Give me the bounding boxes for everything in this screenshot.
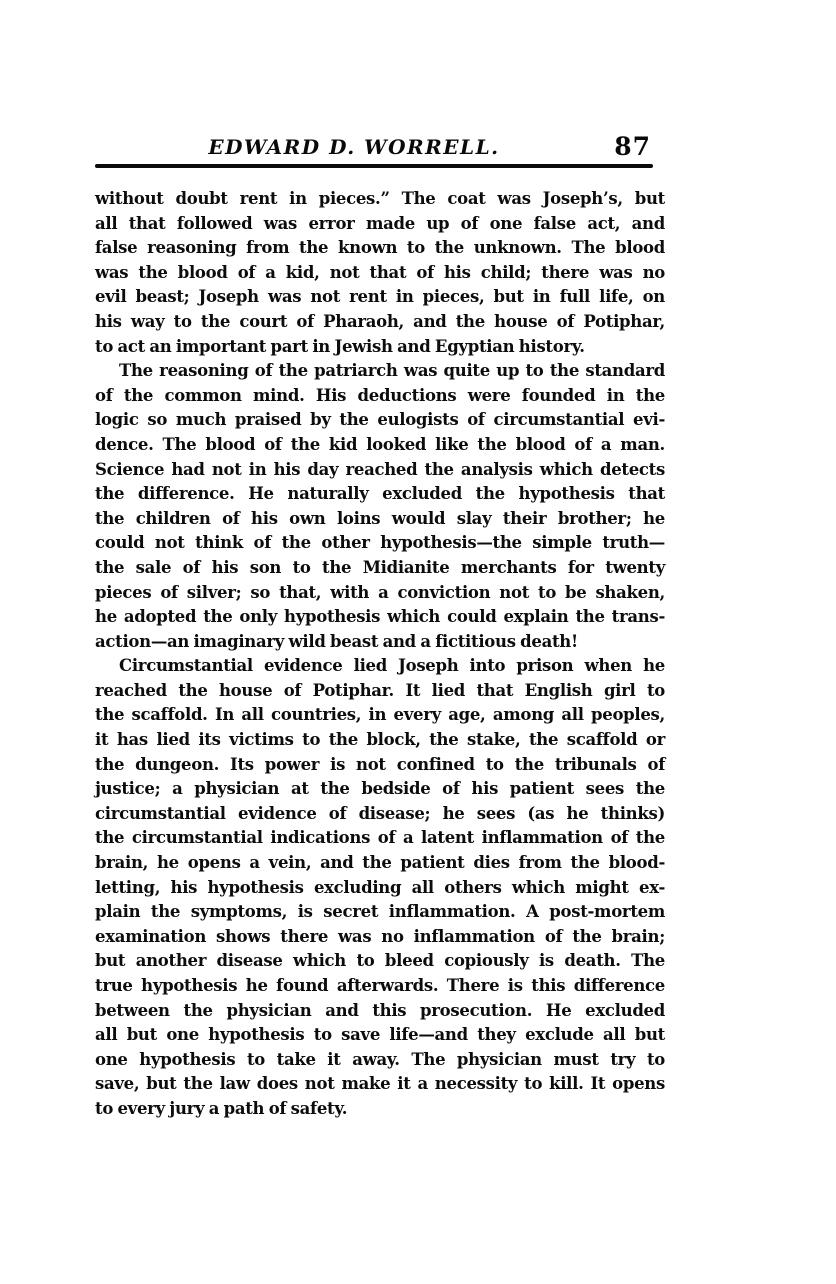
text-line: between the physician and this prosecution. He excluded	[95, 1000, 665, 1020]
text-line: to every jury a path of safety.	[95, 1098, 348, 1118]
text-line: it has lied its victims to the block, the stake, the scaffold or	[95, 730, 665, 750]
text-line: the children of his own loins would slay their brother; he	[95, 508, 665, 528]
text-line: save, but the law does not make it a necessity to kill. It opens	[95, 1074, 665, 1094]
text-line: he adopted the only hypothesis which could explain the trans-	[95, 607, 665, 627]
text-line: true hypothesis he found afterwards. There is this difference	[95, 976, 665, 995]
body-text	[95, 187, 665, 1122]
text-line: letting, his hypothesis excluding all others which might ex-	[95, 877, 665, 897]
text-line: the scaffold. In all countries, in every age, among all peoples,	[95, 705, 665, 725]
text-line: the difference. He naturally excluded the hypothesis that	[95, 484, 665, 504]
text-line: pieces of silver; so that, with a conviction not to be shaken,	[95, 582, 665, 602]
page-number: 87	[614, 132, 651, 161]
text-line: all that followed was error made up of one false act, and	[95, 213, 665, 233]
running-head	[95, 132, 653, 163]
text-line: of the common mind. His deductions were founded in the	[95, 385, 665, 405]
text-line: examination shows there was no inflammation of the brain;	[95, 926, 665, 946]
text-line: the dungeon. Its power is not confined to the tribunals of	[95, 754, 665, 774]
text-line: evil beast; Joseph was not rent in pieces, but in full life, on	[95, 287, 665, 307]
text-line: one hypothesis to take it away. The physician must try to	[95, 1049, 665, 1069]
text-line: brain, he opens a vein, and the patient dies from the blood-	[95, 853, 665, 873]
text-line: without doubt rent in pieces.” The coat was Joseph’s, but	[95, 189, 665, 208]
header-rule	[95, 164, 653, 168]
paragraph	[95, 187, 665, 359]
text-line: but another disease which to bleed copiously is death. The	[95, 951, 665, 971]
text-line: circumstantial evidence of disease; he sees (as he thinks)	[95, 803, 665, 823]
text-line: could not think of the other hypothesis—the simple truth—	[95, 533, 665, 553]
text-line: all but one hypothesis to save life—and they exclude all but	[95, 1025, 665, 1045]
text-line: to act an important part in Jewish and Egyptian history.	[95, 336, 585, 356]
text-line: reached the house of Potiphar. It lied that English girl to	[95, 680, 665, 700]
text-line: was the blood of a kid, not that of his child; there was no	[95, 262, 665, 282]
text-line: The reasoning of the patriarch was quite up to the standard	[119, 361, 665, 381]
page-title: EDWARD D. WORRELL.	[208, 135, 500, 159]
text-line: justice; a physician at the bedside of his patient sees the	[95, 779, 665, 799]
text-line: his way to the court of Pharaoh, and the house of Potiphar,	[95, 311, 665, 331]
text-line: Science had not in his day reached the analysis which detects	[95, 459, 665, 479]
text-line: logic so much praised by the eulogists of circumstantial evi-	[95, 410, 665, 430]
text-line: action—an imaginary wild beast and a fictitious death!	[95, 631, 578, 651]
text-line: dence. The blood of the kid looked like the blood of a man.	[95, 434, 665, 454]
text-line: plain the symptoms, is secret inflammation. A post-mortem	[95, 902, 665, 922]
text-line: the circumstantial indications of a latent inflammation of the	[95, 828, 665, 848]
text-line: false reasoning from the known to the unknown. The blood	[95, 238, 665, 258]
text-line: Circumstantial evidence lied Joseph into prison when he	[119, 656, 665, 676]
text-line: the sale of his son to the Midianite merchants for twenty	[95, 557, 665, 577]
paragraph	[95, 654, 665, 1121]
paragraph	[95, 359, 665, 654]
